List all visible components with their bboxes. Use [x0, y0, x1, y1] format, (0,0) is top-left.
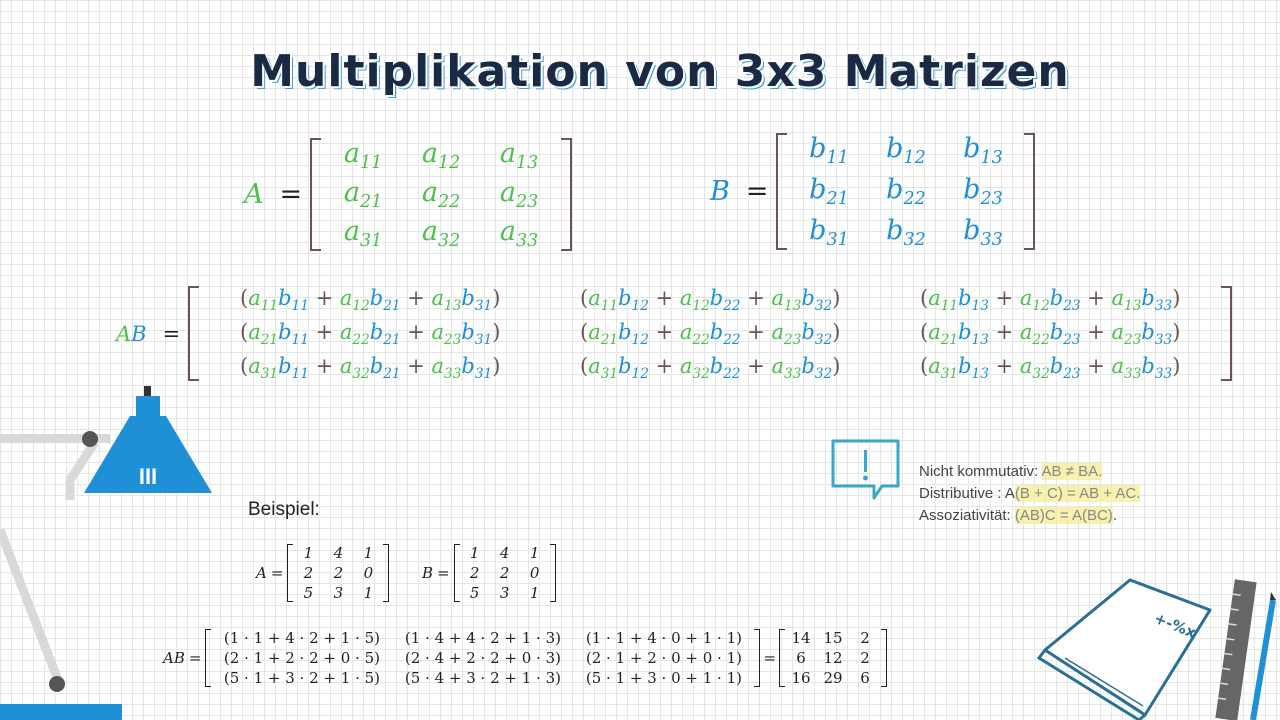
example-ab-label: AB: [163, 649, 185, 667]
example-cell: 5: [469, 584, 480, 602]
notebook-ruler-pencil-icon: [1035, 570, 1280, 720]
example-matrix-a: A = 1 4 1 2 2 0 5 3 1: [256, 544, 389, 602]
matrix-a-bracket: [310, 138, 572, 251]
product-matrix: AB = $(a_{11}b_{11} + a_{12}b_{21} + a_{13}b_{31})$ $(a_{11}b_{12} + a_{12}b_{22} + a_{13}b_{32})$ $(a_{11}b_{13} + a_{12}b_{23} + a_{13}b_{33})$ $(a_{21}b_{11} + a_{22}b_{21} + a_{23}b_{31})$ $(a_{21}b_{12} + a_{22}b_{22} + a_{23}b_{32})$ $(a_{21}b_{13} + a_{22}b_{23} + a_{23}b_{33})$ $(a_{31}b_{11} + a_{32}b_{21} + a_{33}b_{31})$ $(a_{31}b_{12} + a_{32}b_{22} + a_{33}b_{32})$ $(a_{31}b_{13} + a_{32}b_{23} + a_{33}b_{33})$: [116, 286, 1232, 381]
properties-notes: [919, 461, 1140, 527]
example-cell: 1: [363, 584, 374, 602]
example-cell: 3: [333, 584, 344, 602]
matrix-cell: $b_{33}$: [963, 215, 1003, 251]
example-cell: 15: [823, 629, 843, 647]
example-cell: 16: [791, 669, 811, 687]
product-bracket: [188, 286, 1232, 381]
example-heading: Beispiel:: [248, 499, 320, 520]
matrix-cell: $a_{21}$: [343, 177, 383, 213]
svg-text:+-%x: +-%x: [1151, 609, 1199, 643]
matrix-cell: $a_{32}$: [421, 216, 461, 252]
product-cell: $(a_{11}b_{13} + a_{12}b_{23} + a_{13}b_{33})$: [920, 286, 1181, 314]
matrix-cell: $b_{21}$: [809, 174, 849, 210]
note-associative: Assoziativität: (AB)C = A(BC).: [919, 507, 1117, 524]
example-cell: 1: [363, 544, 374, 562]
product-cell: $(a_{11}b_{12} + a_{12}b_{22} + a_{13}b_{32})$: [580, 286, 841, 314]
product-cell: $(a_{31}b_{12} + a_{32}b_{22} + a_{33}b_{32})$: [580, 353, 841, 382]
example-cell: 2: [860, 629, 870, 647]
matrix-cell: $a_{23}$: [499, 177, 539, 213]
example-a-grid: [287, 544, 389, 602]
matrix-a: A = $a_{11}$ $a_{12}$ $a_{13}$ $a_{21}$ $a_{22}$ $a_{23}$ $a_{31}$ $a_{32}$ $a_{33}$: [244, 138, 572, 251]
product-cell: $(a_{21}b_{12} + a_{22}b_{22} + a_{23}b_{32})$: [580, 319, 841, 348]
matrix-cell: $b_{11}$: [809, 133, 849, 169]
note-commutative: Nicht kommutativ: AB ≠ BA.: [919, 463, 1103, 480]
example-cell: 1: [469, 544, 480, 562]
example-matrix-b: B = 1 4 1 2 2 0 5 3 1: [422, 544, 556, 602]
example-cell: 29: [823, 669, 843, 687]
example-ab-expanded-grid: [205, 629, 760, 687]
product-cell: $(a_{31}b_{11} + a_{32}b_{21} + a_{33}b_{31})$: [240, 353, 501, 382]
example-cell: 6: [796, 649, 806, 667]
exclamation-speech-bubble-icon: [830, 438, 902, 504]
example-cell: 4: [499, 544, 510, 562]
example-cell: 14: [791, 629, 811, 647]
slide-title: Multiplikation von 3x3 Matrizen: [250, 46, 1070, 97]
matrix-cell: $b_{12}$: [886, 133, 926, 169]
product-cell: $(a_{11}b_{11} + a_{12}b_{21} + a_{13}b_{31})$: [240, 286, 501, 314]
accent-strip: [0, 704, 122, 720]
note-distributive: Distributive : A(B + C) = AB + AC.: [919, 485, 1141, 502]
example-cell: 1: [303, 544, 314, 562]
matrix-cell: $a_{11}$: [343, 138, 383, 174]
example-cell: 2: [499, 564, 510, 582]
example-cell: 2: [860, 649, 870, 667]
product-cell: $(a_{31}b_{13} + a_{32}b_{23} + a_{33}b_{33})$: [920, 353, 1181, 382]
example-cell: 2: [303, 564, 314, 582]
example-cell: (1 · 1 + 4 · 0 + 1 · 1): [585, 629, 742, 647]
matrix-b-bracket: [776, 133, 1035, 250]
product-cell: $(a_{21}b_{11} + a_{22}b_{21} + a_{23}b_{31})$: [240, 319, 501, 348]
product-cell: $(a_{21}b_{13} + a_{22}b_{23} + a_{23}b_{33})$: [920, 319, 1181, 348]
example-cell: (5 · 1 + 3 · 0 + 1 · 1): [585, 669, 742, 687]
matrix-a-label: A: [244, 179, 264, 211]
matrix-cell: $b_{31}$: [809, 215, 849, 251]
example-cell: (2 · 1 + 2 · 0 + 0 · 1): [585, 649, 742, 667]
example-cell: 0: [363, 564, 374, 582]
example-cell: (2 · 1 + 2 · 2 + 0 · 5): [223, 649, 380, 667]
example-product: AB = (1 · 1 + 4 · 2 + 1 · 5) (1 · 4 + 4 · 2 + 1 · 3) (1 · 1 + 4 · 0 + 1 · 1) (2 · 1 + 2 · 2 + 0 · 5) (2 · 4 + 2 · 2 + 0 · 3) (2 · 1 + 2 · 0 + 0 · 1) (5 · 1 + 3 · 2 + 1 · 5) (5 · 4 + 3 · 2 + 1 · 3) (5 · 1 + 3 · 0 + 1 · 1) = 14 15 2 6 12 2 16 29 6: [163, 629, 887, 687]
matrix-cell: $b_{13}$: [963, 133, 1003, 169]
example-cell: 3: [499, 584, 510, 602]
example-cell: 2: [333, 564, 344, 582]
example-cell: 1: [529, 584, 540, 602]
example-cell: (5 · 4 + 3 · 2 + 1 · 3): [404, 669, 561, 687]
matrix-cell: $b_{23}$: [963, 174, 1003, 210]
svg-text:III: III: [138, 464, 158, 489]
example-b-grid: [454, 544, 556, 602]
example-cell: (1 · 1 + 4 · 2 + 1 · 5): [223, 629, 380, 647]
example-cell: 1: [529, 544, 540, 562]
matrix-b-grid: [776, 133, 1035, 250]
matrix-cell: $b_{32}$: [886, 215, 926, 251]
matrix-cell: $b_{22}$: [886, 174, 926, 210]
matrix-a-grid: [310, 138, 572, 251]
matrix-cell: $a_{31}$: [343, 216, 383, 252]
example-cell: 5: [303, 584, 314, 602]
example-cell: (2 · 4 + 2 · 2 + 0 · 3): [404, 649, 561, 667]
example-cell: 4: [333, 544, 344, 562]
matrix-cell: $a_{33}$: [499, 216, 539, 252]
example-cell: 6: [860, 669, 870, 687]
matrix-cell: $a_{12}$: [421, 138, 461, 174]
product-label: AB: [116, 321, 147, 346]
matrix-b: B = $b_{11}$ $b_{12}$ $b_{13}$ $b_{21}$ $b_{22}$ $b_{23}$ $b_{31}$ $b_{32}$ $b_{33}$: [710, 133, 1035, 250]
example-ab-result-grid: [779, 629, 887, 687]
example-cell: 2: [469, 564, 480, 582]
matrix-cell: $a_{22}$: [421, 177, 461, 213]
example-a-label: A: [256, 564, 267, 582]
example-cell: 12: [823, 649, 843, 667]
example-b-label: B: [422, 564, 434, 582]
example-cell: (5 · 1 + 3 · 2 + 1 · 5): [223, 669, 380, 687]
product-grid: [188, 286, 1232, 381]
matrix-b-label: B: [710, 176, 730, 208]
example-cell: (1 · 4 + 4 · 2 + 1 · 3): [404, 629, 561, 647]
matrix-cell: $a_{13}$: [499, 138, 539, 174]
example-cell: 0: [529, 564, 540, 582]
